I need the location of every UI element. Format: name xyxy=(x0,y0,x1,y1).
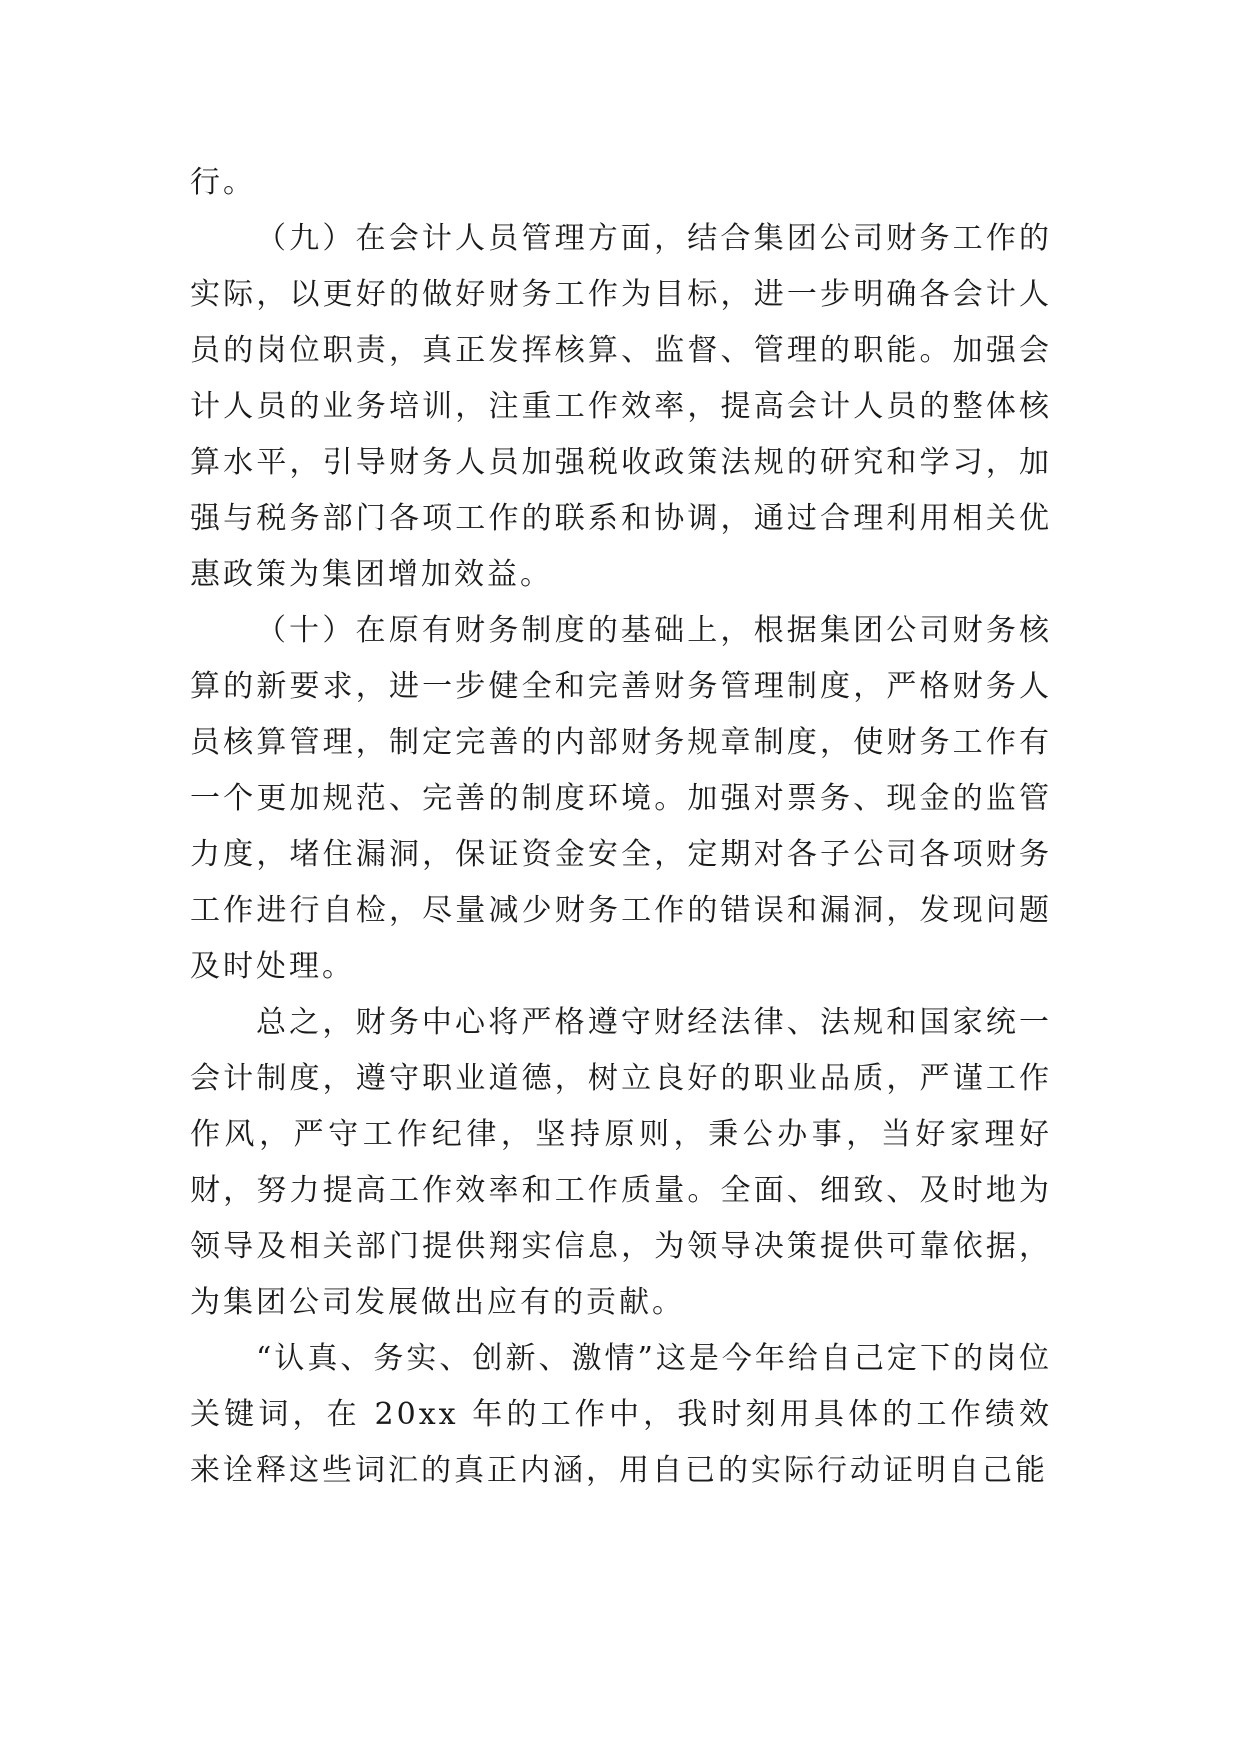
paragraph-keywords: “认真、务实、创新、激情”这是今年给自己定下的岗位关键词，在 20xx 年的工作中，我时刻用具体的工作绩效来诠释这些词汇的真正内涵，用自已的实际行动证明自己能 xyxy=(190,1341,1052,1488)
paragraph-nine: （九）在会计人员管理方面，结合集团公司财务工作的实际，以更好的做好财务工作为目标，进一步明确各会计人员的岗位职责，真正发挥核算、监督、管理的职能。加强会计人员的业务培训，注重工作效率，提高会计人员的整体核算水平，引导财务人员加强税收政策法规的研究和学习，加强与税务部门各项工作的联系和协调，通过合理利用相关优惠政策为集团增加效益。 xyxy=(190,221,1052,592)
document-body xyxy=(190,155,1052,1499)
paragraph-ten: （十）在原有财务制度的基础上，根据集团公司财务核算的新要求，进一步健全和完善财务管理制度，严格财务人员核算管理，制定完善的内部财务规章制度，使财务工作有一个更加规范、完善的制度环境。加强对票务、现金的监管力度，堵住漏洞，保证资金安全，定期对各子公司各项财务工作进行自检，尽量减少财务工作的错误和漏洞，发现问题及时处理。 xyxy=(190,613,1052,984)
paragraph-continuation: 行。 xyxy=(190,165,256,200)
paragraph-summary: 总之，财务中心将严格遵守财经法律、法规和国家统一会计制度，遵守职业道德，树立良好的职业品质，严谨工作作风，严守工作纪律，坚持原则，秉公办事，当好家理好财，努力提高工作效率和工作质量。全面、细致、及时地为领导及相关部门提供翔实信息，为领导决策提供可靠依据，为集团公司发展做出应有的贡献。 xyxy=(190,1005,1052,1320)
